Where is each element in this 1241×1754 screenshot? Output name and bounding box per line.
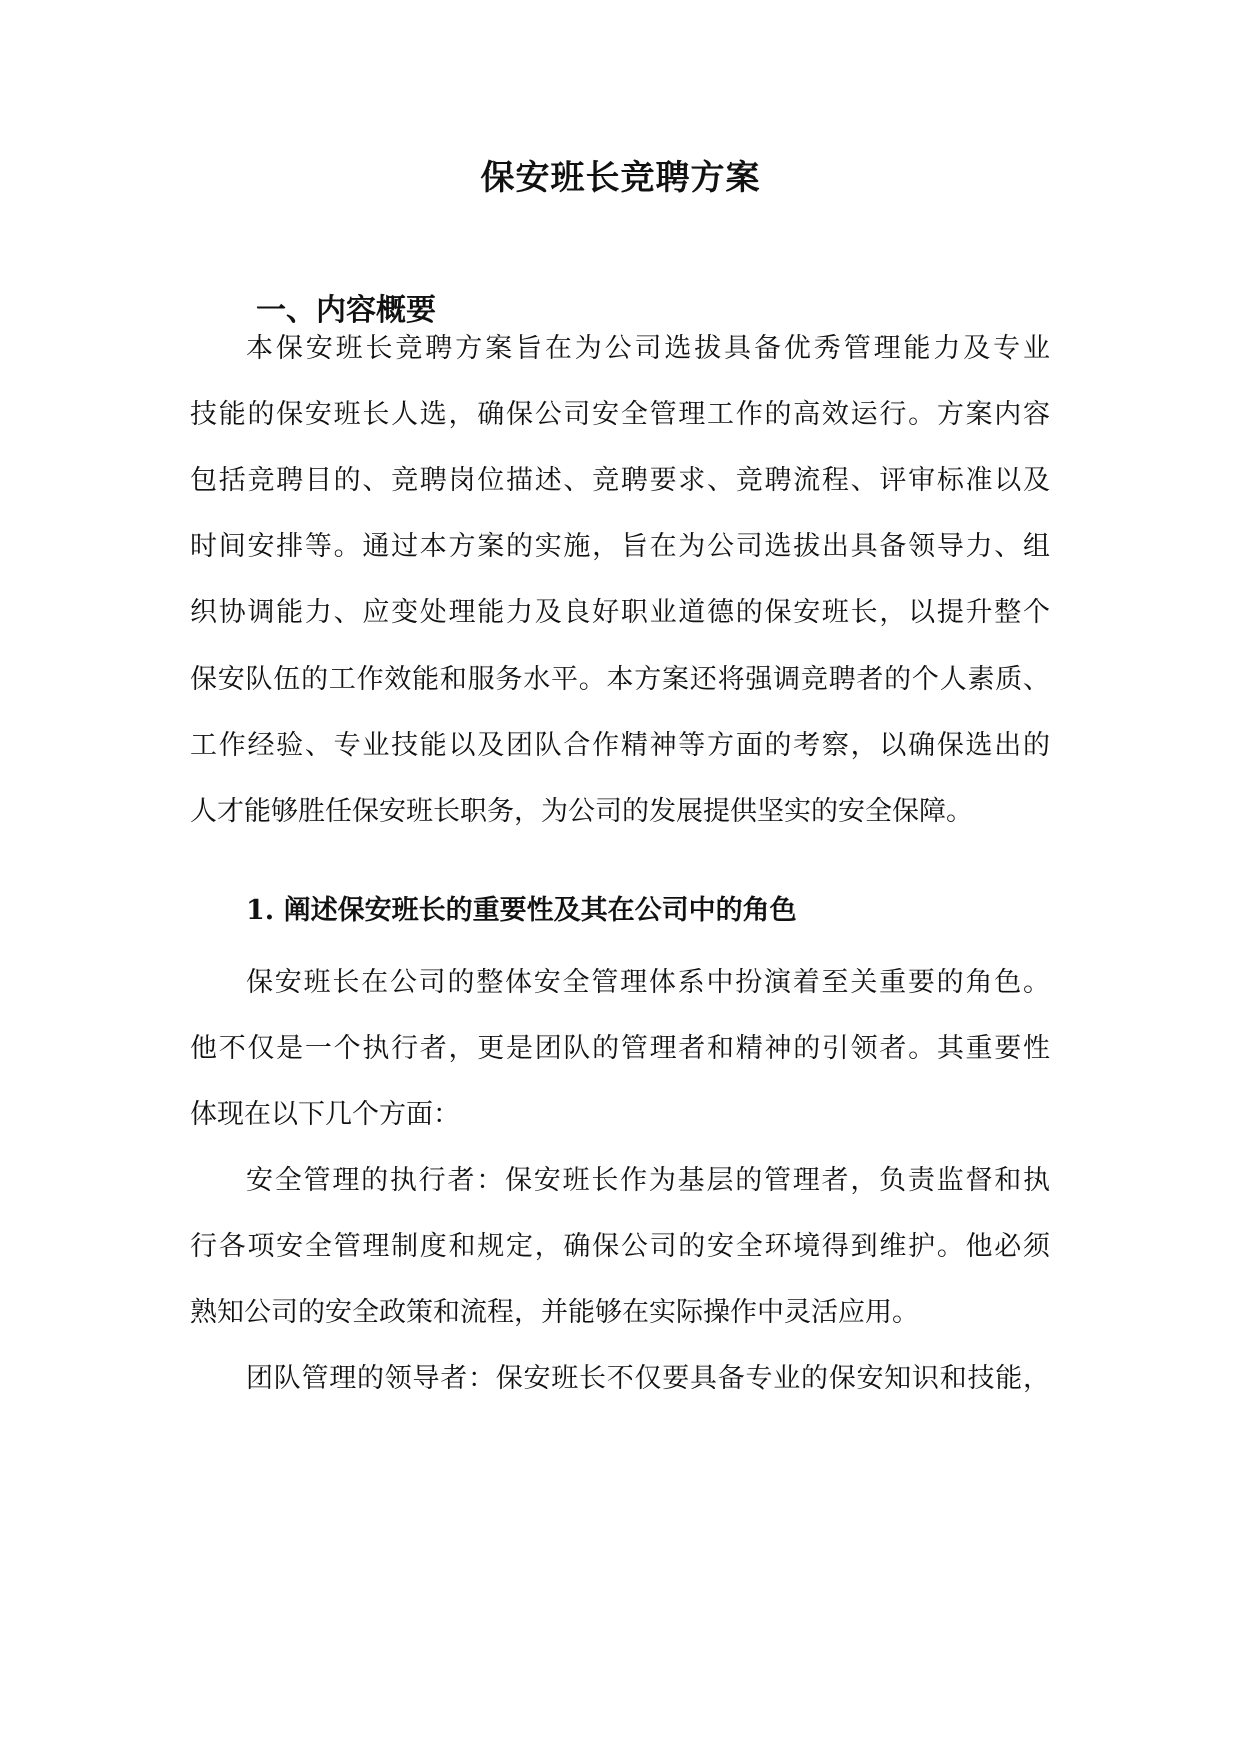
paragraph-line: 行各项安全管理制度和规定，确保公司的安全环境得到维护。他必须 <box>190 1231 1050 1262</box>
paragraph-line: 保安队伍的工作效能和服务水平。本方案还将强调竞聘者的个人素质、 <box>190 664 1050 695</box>
paragraph-line: 人才能够胜任保安班长职务，为公司的发展提供坚实的安全保障。 <box>190 796 973 827</box>
paragraph-line: 安全管理的执行者：保安班长作为基层的管理者，负责监督和执 <box>246 1165 1050 1196</box>
paragraph-line: 团队管理的领导者：保安班长不仅要具备专业的保安知识和技能， <box>246 1363 1050 1394</box>
paragraph-line: 他不仅是一个执行者，更是团队的管理者和精神的引领者。其重要性 <box>190 1033 1050 1064</box>
paragraph-line: 熟知公司的安全政策和流程，并能够在实际操作中灵活应用。 <box>190 1297 919 1328</box>
paragraph-line: 织协调能力、应变处理能力及良好职业道德的保安班长，以提升整个 <box>190 597 1050 628</box>
paragraph-line: 包括竞聘目的、竞聘岗位描述、竞聘要求、竞聘流程、评审标准以及 <box>190 465 1050 496</box>
paragraph-line: 技能的保安班长人选，确保公司安全管理工作的高效运行。方案内容 <box>190 399 1050 430</box>
paragraph-line: 本保安班长竞聘方案旨在为公司选拔具备优秀管理能力及专业 <box>246 333 1050 364</box>
paragraph-line: 时间安排等。通过本方案的实施，旨在为公司选拔出具备领导力、组 <box>190 531 1050 562</box>
subsection-heading-role: 1. 阐述保安班长的重要性及其在公司中的角色 <box>246 895 797 926</box>
document-title: 保安班长竞聘方案 <box>480 158 761 198</box>
paragraph-line: 体现在以下几个方面： <box>190 1099 460 1130</box>
paragraph-line: 保安班长在公司的整体安全管理体系中扮演着至关重要的角色。 <box>246 967 1050 998</box>
paragraph-line: 工作经验、专业技能以及团队合作精神等方面的考察，以确保选出的 <box>190 730 1050 761</box>
section-heading-overview: 一、内容概要 <box>256 293 436 328</box>
